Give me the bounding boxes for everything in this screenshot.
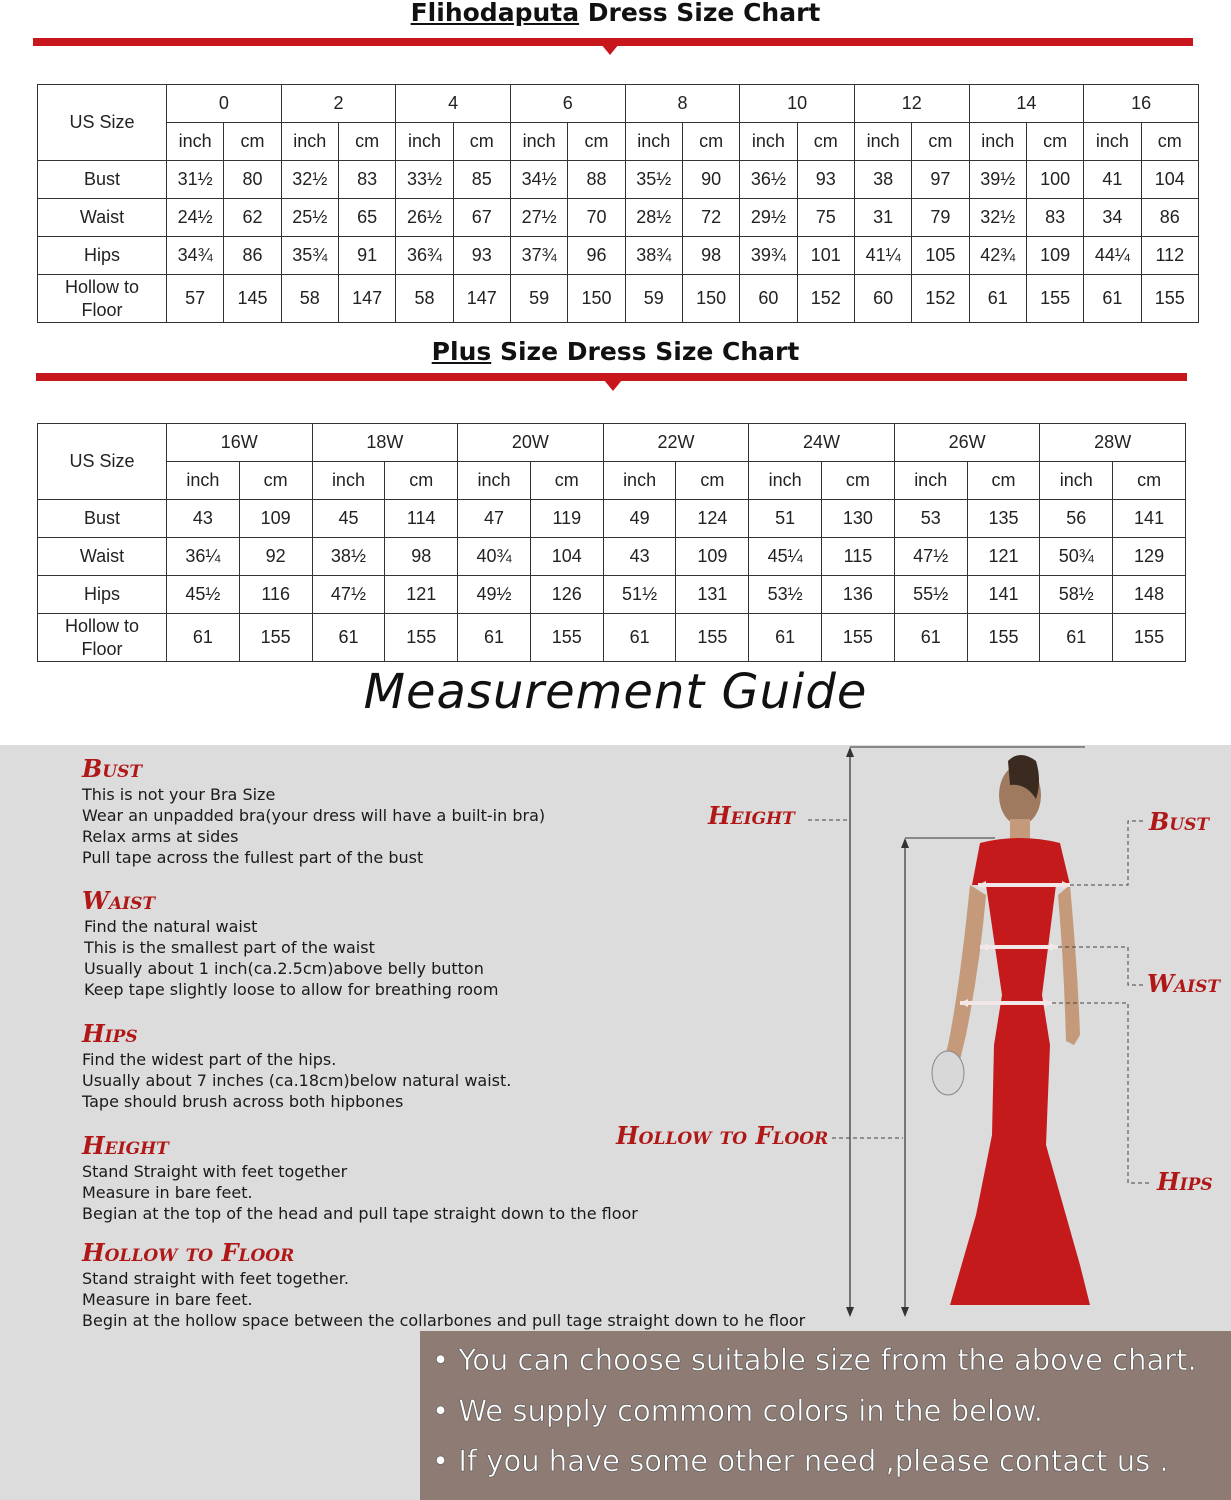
hips-line: Find the widest part of the hips. — [82, 1050, 337, 1069]
size-header: 26W — [894, 424, 1040, 462]
table-cell: 36¾ — [396, 237, 453, 275]
table-cell: 148 — [1113, 576, 1186, 614]
unit-header: inch — [969, 123, 1026, 161]
table-cell: 155 — [967, 614, 1040, 662]
height-line: Stand Straight with feet together — [82, 1162, 348, 1181]
table-cell: 45¼ — [749, 538, 822, 576]
table-cell: 47½ — [894, 538, 967, 576]
table-cell: 147 — [453, 275, 510, 323]
size-header: 18W — [312, 424, 458, 462]
regular-size-table — [37, 84, 1199, 323]
table-cell: 135 — [967, 500, 1040, 538]
size-header: 6 — [510, 85, 625, 123]
unit-header: inch — [458, 462, 531, 500]
unit-header: cm — [676, 462, 749, 500]
table-cell: 121 — [385, 576, 458, 614]
size-header: 2 — [281, 85, 396, 123]
table-cell: 33½ — [396, 161, 453, 199]
table-cell: 131 — [676, 576, 749, 614]
hips-heading: Hips — [82, 1019, 138, 1048]
table-cell: 37¾ — [510, 237, 567, 275]
row-label: Hollow to Floor — [38, 614, 167, 662]
table-cell: 61 — [312, 614, 385, 662]
unit-header: inch — [312, 462, 385, 500]
table-cell: 53 — [894, 500, 967, 538]
unit-header: cm — [1113, 462, 1186, 500]
table-cell: 43 — [167, 500, 240, 538]
table-cell: 105 — [912, 237, 969, 275]
bust-line: Pull tape across the fullest part of the bust — [82, 848, 424, 867]
table-cell: 39¾ — [740, 237, 797, 275]
size-header: 20W — [458, 424, 604, 462]
waist-section — [82, 888, 498, 1000]
unit-header: inch — [1040, 462, 1113, 500]
waist-heading: Waist — [82, 886, 156, 915]
divider-notch — [601, 44, 619, 55]
height-arrow-bottom — [846, 1307, 854, 1317]
size-header: 28W — [1040, 424, 1186, 462]
waist-tape-arrow — [980, 943, 988, 951]
table-cell: 61 — [603, 614, 676, 662]
table-cell: 136 — [822, 576, 895, 614]
size-header: 4 — [396, 85, 511, 123]
table-cell: 38½ — [312, 538, 385, 576]
table-cell: 45½ — [167, 576, 240, 614]
table-cell: 53½ — [749, 576, 822, 614]
height-heading: Height — [82, 1131, 169, 1160]
size-header: 14 — [969, 85, 1084, 123]
table-cell: 152 — [797, 275, 854, 323]
note-item — [432, 1394, 1043, 1428]
table-cell: 115 — [822, 538, 895, 576]
table-cell: 96 — [568, 237, 625, 275]
table-cell: 61 — [749, 614, 822, 662]
table-cell: 58 — [281, 275, 338, 323]
table-cell: 58½ — [1040, 576, 1113, 614]
row-label: Bust — [38, 500, 167, 538]
table-cell: 86 — [224, 237, 281, 275]
table-cell: 97 — [912, 161, 969, 199]
hollow-section — [82, 1240, 805, 1331]
table-cell: 114 — [385, 500, 458, 538]
unit-header: cm — [530, 462, 603, 500]
table-cell: 49½ — [458, 576, 531, 614]
unit-header: cm — [822, 462, 895, 500]
waist-tape-arrow — [1050, 943, 1058, 951]
table-cell: 32½ — [969, 199, 1026, 237]
us-size-header: US Size — [38, 85, 167, 161]
table-cell: 44¼ — [1084, 237, 1141, 275]
height-line: Measure in bare feet. — [82, 1183, 253, 1202]
table-cell: 60 — [740, 275, 797, 323]
table-cell: 51 — [749, 500, 822, 538]
table-cell: 86 — [1141, 199, 1198, 237]
unit-header: cm — [453, 123, 510, 161]
unit-header: cm — [239, 462, 312, 500]
table-cell: 56 — [1040, 500, 1113, 538]
row-label: Hips — [38, 237, 167, 275]
table-cell: 79 — [912, 199, 969, 237]
unit-header: cm — [224, 123, 281, 161]
bullet-icon: • — [432, 1394, 459, 1428]
table-cell: 152 — [912, 275, 969, 323]
table-cell: 55½ — [894, 576, 967, 614]
hips-section — [82, 1021, 511, 1112]
unit-header: inch — [749, 462, 822, 500]
unit-header: inch — [740, 123, 797, 161]
table-cell: 36¼ — [167, 538, 240, 576]
size-header: 12 — [854, 85, 969, 123]
table-cell: 112 — [1141, 237, 1198, 275]
table-cell: 83 — [338, 161, 395, 199]
table-cell: 35¾ — [281, 237, 338, 275]
waist-label: Waist — [1147, 969, 1221, 998]
row-label: Hips — [38, 576, 167, 614]
table-cell: 58 — [396, 275, 453, 323]
unit-header: cm — [385, 462, 458, 500]
unit-header: cm — [682, 123, 739, 161]
table-cell: 126 — [530, 576, 603, 614]
notes-box — [420, 1331, 1231, 1500]
table-cell: 61 — [1040, 614, 1113, 662]
table-cell: 145 — [224, 275, 281, 323]
table-cell: 100 — [1026, 161, 1083, 199]
bust-line: This is not your Bra Size — [82, 785, 276, 804]
bust-section — [82, 756, 545, 868]
unit-header: cm — [338, 123, 395, 161]
table-row — [38, 576, 1186, 614]
table-cell: 90 — [682, 161, 739, 199]
waist-line: Find the natural waist — [84, 917, 258, 936]
table-cell: 88 — [568, 161, 625, 199]
table-cell: 42¾ — [969, 237, 1026, 275]
table-cell: 65 — [338, 199, 395, 237]
table-cell: 98 — [682, 237, 739, 275]
hollow-label: Hollow to Floor — [616, 1121, 829, 1150]
model-arm-left — [940, 885, 986, 1077]
table-cell: 150 — [568, 275, 625, 323]
size-header: 16W — [167, 424, 313, 462]
table-cell: 47½ — [312, 576, 385, 614]
hips-line: Tape should brush across both hipbones — [82, 1092, 404, 1111]
us-size-header: US Size — [38, 424, 167, 500]
table-cell: 29½ — [740, 199, 797, 237]
row-label: Bust — [38, 161, 167, 199]
unit-header: cm — [1141, 123, 1198, 161]
unit-header: inch — [396, 123, 453, 161]
unit-header: inch — [510, 123, 567, 161]
unit-header: inch — [894, 462, 967, 500]
table-cell: 124 — [676, 500, 749, 538]
table-cell: 72 — [682, 199, 739, 237]
plus-size-table — [37, 423, 1186, 662]
table-cell: 61 — [167, 614, 240, 662]
size-header: 10 — [740, 85, 855, 123]
size-header: 16 — [1084, 85, 1199, 123]
row-label: Hollow to Floor — [38, 275, 167, 323]
note-text: You can choose suitable size from the above chart. — [458, 1343, 1197, 1377]
table-cell: 141 — [967, 576, 1040, 614]
table-row — [38, 275, 1199, 323]
unit-header: cm — [912, 123, 969, 161]
table-cell: 92 — [239, 538, 312, 576]
bullet-icon: • — [432, 1444, 459, 1478]
table-cell: 61 — [458, 614, 531, 662]
table-row — [38, 500, 1186, 538]
plus-size-chart-title-text: Size Dress Size Chart — [491, 337, 800, 366]
table-cell: 155 — [530, 614, 603, 662]
table-cell: 59 — [625, 275, 682, 323]
height-section — [82, 1133, 638, 1224]
table-cell: 119 — [530, 500, 603, 538]
waist-line: This is the smallest part of the waist — [84, 938, 375, 957]
unit-header: inch — [603, 462, 676, 500]
size-chart-title — [0, 0, 1231, 27]
table-cell: 59 — [510, 275, 567, 323]
table-cell: 43 — [603, 538, 676, 576]
table-cell: 85 — [453, 161, 510, 199]
table-cell: 57 — [167, 275, 224, 323]
table-cell: 49 — [603, 500, 676, 538]
table-cell: 91 — [338, 237, 395, 275]
table-cell: 60 — [854, 275, 911, 323]
table-cell: 104 — [1141, 161, 1198, 199]
table-cell: 61 — [894, 614, 967, 662]
table-cell: 155 — [1141, 275, 1198, 323]
table-cell: 34 — [1084, 199, 1141, 237]
table-cell: 150 — [682, 275, 739, 323]
table-cell: 34¾ — [167, 237, 224, 275]
bust-line: Wear an unpadded bra(your dress will have a built-in bra) — [82, 806, 546, 825]
table-cell: 38 — [854, 161, 911, 199]
table-cell: 70 — [568, 199, 625, 237]
table-cell: 75 — [797, 199, 854, 237]
table-row — [38, 237, 1199, 275]
height-arrow-top — [846, 747, 854, 757]
table-cell: 155 — [385, 614, 458, 662]
bullet-icon: • — [432, 1343, 459, 1377]
unit-header: cm — [568, 123, 625, 161]
waist-line: Usually about 1 inch(ca.2.5cm)above belly button — [84, 959, 484, 978]
plus-size-chart-title — [0, 337, 1231, 366]
unit-header: cm — [967, 462, 1040, 500]
note-item — [432, 1343, 1197, 1377]
table-cell: 130 — [822, 500, 895, 538]
model-clutch — [932, 1051, 964, 1095]
hollow-line: Measure in bare feet. — [82, 1290, 253, 1309]
table-cell: 61 — [969, 275, 1026, 323]
waist-line: Keep tape slightly loose to allow for breathing room — [84, 980, 499, 999]
hips-tape-arrow — [1044, 999, 1052, 1007]
table-cell: 155 — [1113, 614, 1186, 662]
table-cell: 83 — [1026, 199, 1083, 237]
note-item — [432, 1444, 1169, 1478]
size-header: 8 — [625, 85, 740, 123]
hollow-line: Begin at the hollow space between the collarbones and pull tage straight down to he floor — [82, 1311, 806, 1330]
table-cell: 41 — [1084, 161, 1141, 199]
table-cell: 40¾ — [458, 538, 531, 576]
unit-header: inch — [854, 123, 911, 161]
unit-header: cm — [797, 123, 854, 161]
table-cell: 62 — [224, 199, 281, 237]
bust-line: Relax arms at sides — [82, 827, 239, 846]
table-row — [38, 538, 1186, 576]
table-cell: 116 — [239, 576, 312, 614]
table-cell: 51½ — [603, 576, 676, 614]
row-label: Waist — [38, 538, 167, 576]
table-cell: 101 — [797, 237, 854, 275]
table-cell: 155 — [822, 614, 895, 662]
table-cell: 93 — [453, 237, 510, 275]
table-cell: 50¾ — [1040, 538, 1113, 576]
unit-header: inch — [167, 123, 224, 161]
table-cell: 67 — [453, 199, 510, 237]
table-cell: 31 — [854, 199, 911, 237]
height-line: Begian at the top of the head and pull tape straight down to the floor — [82, 1204, 638, 1223]
size-header: 24W — [749, 424, 895, 462]
table-cell: 109 — [676, 538, 749, 576]
hollow-arrow-bottom — [901, 1307, 909, 1317]
plus-divider-notch — [604, 380, 622, 391]
table-cell: 155 — [1026, 275, 1083, 323]
table-cell: 98 — [385, 538, 458, 576]
row-label: Waist — [38, 199, 167, 237]
hollow-arrow-top — [901, 838, 909, 848]
note-text: We supply commom colors in the below. — [458, 1394, 1044, 1428]
table-cell: 129 — [1113, 538, 1186, 576]
table-cell: 28½ — [625, 199, 682, 237]
unit-header: inch — [281, 123, 338, 161]
bust-heading: Bust — [82, 754, 143, 783]
table-cell: 27½ — [510, 199, 567, 237]
size-header: 22W — [603, 424, 749, 462]
hollow-heading: Hollow to Floor — [82, 1238, 295, 1267]
table-cell: 109 — [239, 500, 312, 538]
table-cell: 34½ — [510, 161, 567, 199]
table-cell: 147 — [338, 275, 395, 323]
table-cell: 93 — [797, 161, 854, 199]
height-label: Height — [708, 801, 795, 830]
table-cell: 31½ — [167, 161, 224, 199]
table-cell: 47 — [458, 500, 531, 538]
table-cell: 26½ — [396, 199, 453, 237]
note-text: If you have some other need ,please contact us . — [458, 1444, 1169, 1478]
size-header: 0 — [167, 85, 282, 123]
bust-label: Bust — [1149, 807, 1210, 836]
table-cell: 104 — [530, 538, 603, 576]
table-cell: 45 — [312, 500, 385, 538]
brand-name: Flihodaputa — [410, 0, 580, 27]
table-cell: 155 — [239, 614, 312, 662]
hollow-line: Stand straight with feet together. — [82, 1269, 349, 1288]
table-row — [38, 199, 1199, 237]
hips-line: Usually about 7 inches (ca.18cm)below natural waist. — [82, 1071, 512, 1090]
table-cell: 109 — [1026, 237, 1083, 275]
table-cell: 61 — [1084, 275, 1141, 323]
table-cell: 141 — [1113, 500, 1186, 538]
measurement-guide-title: Measurement Guide — [363, 664, 868, 720]
bust-leader — [1070, 821, 1144, 885]
table-cell: 35½ — [625, 161, 682, 199]
table-cell: 32½ — [281, 161, 338, 199]
unit-header: inch — [167, 462, 240, 500]
table-row — [38, 614, 1186, 662]
plus-label: Plus — [431, 337, 492, 366]
hips-label: Hips — [1157, 1167, 1213, 1196]
table-cell: 155 — [676, 614, 749, 662]
table-cell: 24½ — [167, 199, 224, 237]
unit-header: inch — [1084, 123, 1141, 161]
size-chart-title-text: Dress Size Chart — [579, 0, 821, 27]
table-cell: 41¼ — [854, 237, 911, 275]
table-cell: 25½ — [281, 199, 338, 237]
table-cell: 80 — [224, 161, 281, 199]
model-neck — [1010, 819, 1030, 839]
table-cell: 38¾ — [625, 237, 682, 275]
model-arm-right — [1058, 885, 1080, 1045]
unit-header: inch — [625, 123, 682, 161]
table-cell: 39½ — [969, 161, 1026, 199]
table-row — [38, 161, 1199, 199]
table-cell: 121 — [967, 538, 1040, 576]
table-cell: 36½ — [740, 161, 797, 199]
unit-header: cm — [1026, 123, 1083, 161]
